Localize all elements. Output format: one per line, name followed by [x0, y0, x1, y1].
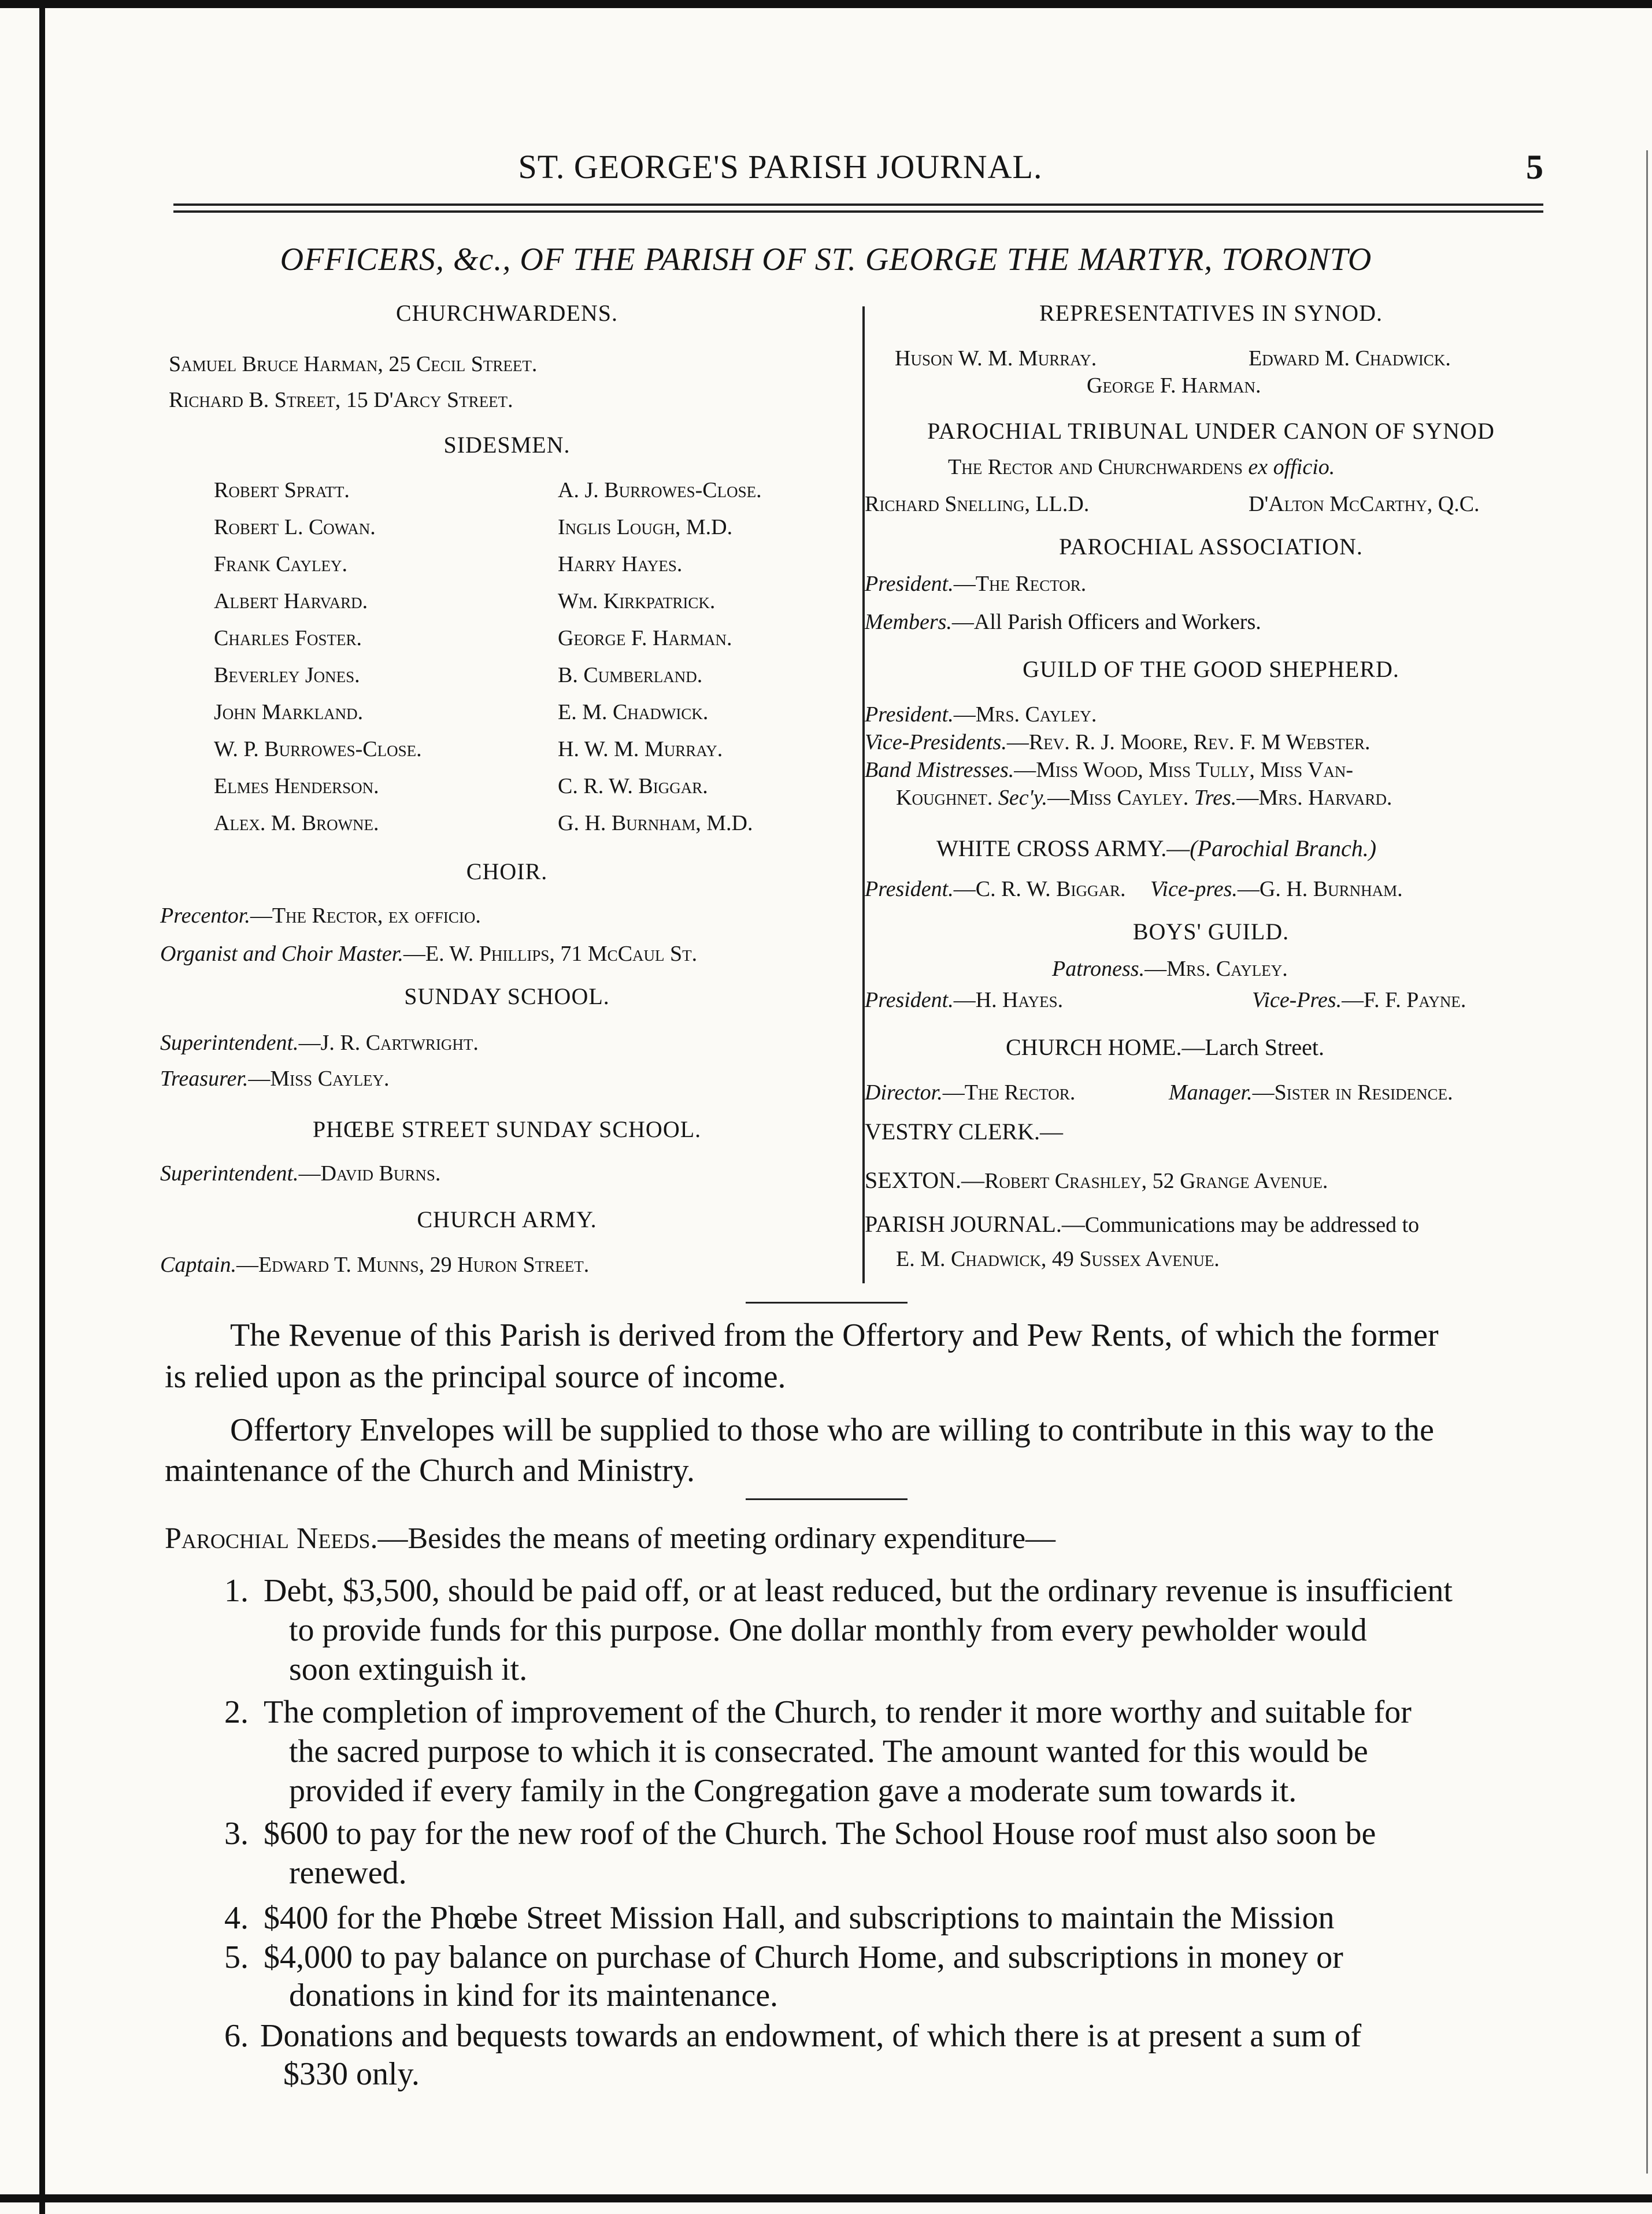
- tribunal-member-2: D'Alton McCarthy, Q.C.: [1249, 492, 1480, 516]
- page-number: 5: [1526, 148, 1543, 186]
- treasurer-line: Treasurer.—Miss Cayley.: [160, 1067, 390, 1091]
- guild-band-mistresses: Band Mistresses.—Miss Wood, Miss Tully, Miss Van-: [865, 758, 1354, 782]
- white-cross-heading: WHITE CROSS ARMY.—(Parochial Branch.): [936, 835, 1377, 861]
- guild-officers: Koughnet. Sec'y.—Miss Cayley. Tres.—Mrs. Harvard.: [896, 786, 1392, 810]
- sidesman: John Markland.: [214, 700, 364, 724]
- church-home-heading: CHURCH HOME.—Larch Street.: [1006, 1034, 1325, 1060]
- precentor-line: Precentor.—The Rector, ex officio.: [160, 904, 481, 928]
- guild-vice-presidents: Vice-Presidents.—Rev. R. J. Moore, Rev. F. M Webster.: [865, 730, 1371, 754]
- right-border: [1646, 150, 1648, 2174]
- need-line: $330 only.: [283, 2056, 420, 2092]
- church-army-heading: CHURCH ARMY.: [417, 1206, 597, 1232]
- captain-line: Captain.—Edward T. Munns, 29 Huron Street.: [160, 1253, 590, 1277]
- guild-president: President.—Mrs. Cayley.: [865, 702, 1097, 727]
- sidesman: Charles Foster.: [214, 626, 362, 650]
- churchwarden-2: Richard B. Street, 15 D'Arcy Street.: [169, 388, 513, 412]
- sidesman: G. H. Burnham, M.D.: [558, 811, 753, 835]
- synod-rep-1: Huson W. M. Murray.: [895, 346, 1097, 371]
- need-line: $4,000 to pay balance on purchase of Church Home, and subscriptions in money or: [264, 1939, 1343, 1975]
- sidesman: Alex. M. Browne.: [214, 811, 379, 835]
- sidesman: Inglis Lough, M.D.: [558, 515, 733, 539]
- need-line: $600 to pay for the new roof of the Church. The School House roof must also soon be: [264, 1816, 1376, 1852]
- church-home-manager: Manager.—Sister in Residence.: [1169, 1080, 1453, 1105]
- white-cross-vice-president: Vice-pres.—G. H. Burnham.: [1150, 877, 1403, 901]
- phoebe-superintendent-line: Superintendent.—David Burns.: [160, 1161, 441, 1186]
- boys-guild-heading: BOYS' GUILD.: [1132, 919, 1290, 945]
- sidesman: C. R. W. Biggar.: [558, 774, 708, 798]
- tribunal-heading: PAROCHIAL TRIBUNAL UNDER CANON OF SYNOD: [927, 418, 1495, 444]
- guild-heading: GUILD OF THE GOOD SHEPHERD.: [1023, 656, 1399, 682]
- sidesman: B. Cumberland.: [558, 663, 703, 687]
- sidesman: George F. Harman.: [558, 626, 732, 650]
- need-line: to provide funds for this purpose. One dollar monthly from every pewholder would: [289, 1612, 1367, 1648]
- need-number: 6.: [224, 2018, 249, 2054]
- need-number: 4.: [224, 1900, 249, 1936]
- need-line: the sacred purpose to which it is consecrated. The amount wanted for this would be: [289, 1734, 1368, 1769]
- boys-guild-patroness: Patroness.—Mrs. Cayley.: [1052, 957, 1288, 981]
- synod-rep-3: George F. Harman.: [1087, 373, 1261, 398]
- sidesman: W. P. Burrowes-Close.: [214, 737, 422, 761]
- boys-guild-president: President.—H. Hayes.: [865, 988, 1064, 1012]
- superintendent-line: Superintendent.—J. R. Cartwright.: [160, 1031, 479, 1055]
- bottom-border: [0, 2194, 1652, 2202]
- need-number: 2.: [224, 1694, 249, 1730]
- churchwardens-heading: CHURCHWARDENS.: [395, 300, 618, 326]
- needs-intro: Parochial Needs.—Besides the means of meeting ordinary expenditure—: [165, 1522, 1056, 1555]
- organist-line: Organist and Choir Master.—E. W. Phillips, 71 McCaul St.: [160, 942, 698, 966]
- need-line: donations in kind for its maintenance.: [289, 1978, 779, 2013]
- envelope-paragraph-line: Offertory Envelopes will be supplied to those who are willing to contribute in this way to the: [230, 1412, 1435, 1448]
- need-line: soon extinguish it.: [289, 1652, 528, 1687]
- sidesmen-heading: SIDESMEN.: [443, 432, 571, 458]
- sexton-line: SEXTON.—Robert Crashley, 52 Grange Avenue.: [865, 1167, 1328, 1193]
- need-line: Debt, $3,500, should be paid off, or at least reduced, but the ordinary revenue is insufficient: [264, 1573, 1453, 1609]
- sidesman: H. W. M. Murray.: [558, 737, 723, 761]
- sidesman: Robert Spratt.: [214, 478, 350, 502]
- boys-guild-vice-president: Vice-Pres.—F. F. Payne.: [1252, 988, 1466, 1012]
- sidesman: Frank Cayley.: [214, 552, 347, 576]
- need-line: $400 for the Phœbe Street Mission Hall, and subscriptions to maintain the Mission: [264, 1900, 1335, 1936]
- need-line: provided if every family in the Congregation gave a moderate sum towards it.: [289, 1773, 1297, 1809]
- church-home-director: Director.—The Rector.: [865, 1080, 1076, 1105]
- left-border: [39, 0, 45, 2214]
- need-line: renewed.: [289, 1855, 407, 1891]
- need-number: 1.: [224, 1573, 249, 1609]
- association-president: President.—The Rector.: [865, 572, 1087, 596]
- section-rule: [746, 1498, 908, 1500]
- synod-heading: REPRESENTATIVES IN SYNOD.: [1039, 300, 1383, 326]
- tribunal-member-1: Richard Snelling, LL.D.: [865, 492, 1090, 516]
- white-cross-president: President.—C. R. W. Biggar.: [865, 877, 1126, 901]
- journal-title: ST. GEORGE'S PARISH JOURNAL.: [518, 148, 1043, 186]
- synod-rep-2: Edward M. Chadwick.: [1249, 346, 1451, 371]
- sidesman: Elmes Henderson.: [214, 774, 379, 798]
- header-double-rule: [173, 203, 1543, 213]
- sidesman: Harry Hayes.: [558, 552, 683, 576]
- sidesman: E. M. Chadwick.: [558, 700, 709, 724]
- revenue-paragraph-line: is relied upon as the principal source of income.: [165, 1359, 786, 1395]
- officers-title: OFFICERS, &c., OF THE PARISH OF ST. GEORGE THE MARTYR, TORONTO: [280, 242, 1372, 277]
- revenue-paragraph-line: The Revenue of this Parish is derived from the Offertory and Pew Rents, of which the former: [230, 1317, 1439, 1353]
- phoebe-school-heading: PHŒBE STREET SUNDAY SCHOOL.: [312, 1116, 702, 1142]
- tribunal-ex-officio: The Rector and Churchwardens ex officio.: [948, 455, 1335, 479]
- envelope-paragraph-line: maintenance of the Church and Ministry.: [165, 1453, 695, 1489]
- top-border: [0, 0, 1652, 8]
- sidesman: Beverley Jones.: [214, 663, 360, 687]
- association-heading: PAROCHIAL ASSOCIATION.: [1059, 534, 1363, 560]
- journal-line: PARISH JOURNAL.—Communications may be addressed to: [865, 1211, 1420, 1237]
- journal-address: E. M. Chadwick, 49 Sussex Avenue.: [896, 1247, 1220, 1271]
- association-members: Members.—All Parish Officers and Workers.: [865, 610, 1261, 634]
- sidesman: Albert Harvard.: [214, 589, 368, 613]
- need-number: 3.: [224, 1816, 249, 1852]
- sidesman: Robert L. Cowan.: [214, 515, 376, 539]
- choir-heading: CHOIR.: [466, 858, 548, 884]
- sidesman: A. J. Burrowes-Close.: [558, 478, 762, 502]
- churchwarden-1: Samuel Bruce Harman, 25 Cecil Street.: [169, 352, 538, 376]
- sidesman: Wm. Kirkpatrick.: [558, 589, 716, 613]
- need-line: Donations and bequests towards an endowment, of which there is at present a sum of: [260, 2018, 1362, 2054]
- vestry-clerk: VESTRY CLERK.—: [865, 1119, 1063, 1145]
- section-rule: [746, 1302, 908, 1304]
- need-line: The completion of improvement of the Church, to render it more worthy and suitable for: [264, 1694, 1412, 1730]
- sunday-school-heading: SUNDAY SCHOOL.: [404, 983, 610, 1009]
- need-number: 5.: [224, 1939, 249, 1975]
